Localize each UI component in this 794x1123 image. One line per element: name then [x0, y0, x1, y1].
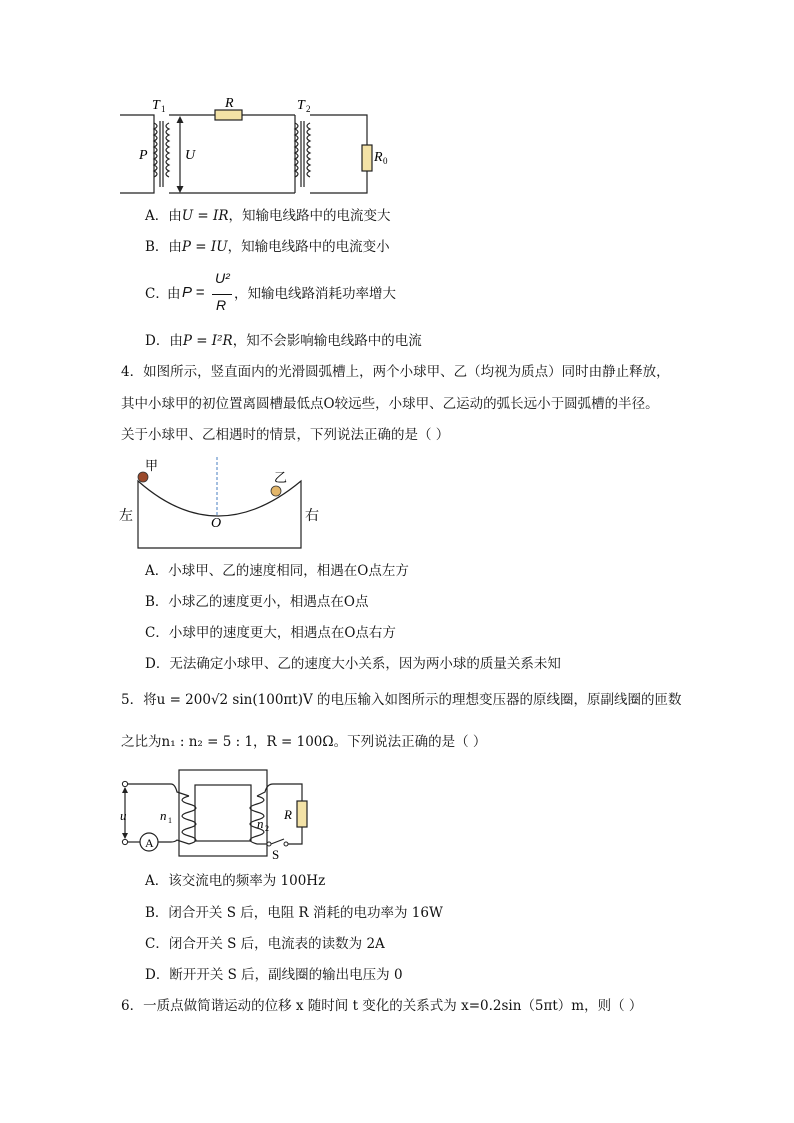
- label-right: 右: [305, 509, 319, 524]
- q5-option-c[interactable]: C．闭合开关 S 后，电流表的读数为 2A: [145, 936, 385, 952]
- label-t1: T: [152, 98, 160, 113]
- resistor-r: [297, 801, 307, 827]
- q3-option-b[interactable]: B．由P = IU，知输电线路中的电流变小: [145, 239, 390, 255]
- label-s: S: [272, 847, 280, 862]
- fraction-numerator: U²: [215, 270, 230, 286]
- label-o: O: [211, 516, 222, 531]
- q4-stem-line-1: 4．如图所示，竖直面内的光滑圆弧槽上，两个小球甲、乙（均视为质点）同时由静止释放，: [121, 364, 670, 380]
- circular-arc-groove-diagram: [115, 455, 330, 555]
- q4-stem-line-3: 关于小球甲、乙相遇时的情景，下列说法正确的是（ ）: [121, 427, 450, 443]
- load-resistor-r0: [362, 145, 372, 171]
- label-u: U: [185, 148, 196, 163]
- t1-secondary-coil: [166, 123, 169, 177]
- q4-stem-line-2: 其中小球甲的初位置离圆槽最低点O较远些，小球甲、乙运动的弧长远小于圆弧槽的半径。: [121, 396, 659, 412]
- label-jia: 甲: [145, 458, 159, 473]
- q3-option-d[interactable]: D．由P = I²R，知不会影响输电线路中的电流: [145, 333, 422, 349]
- svg-text:2: 2: [265, 824, 269, 833]
- switch-s-blade[interactable]: [271, 839, 284, 844]
- label-left: 左: [119, 509, 133, 524]
- q4-option-c[interactable]: C．小球甲的速度更大，相遇点在O点右方: [145, 625, 396, 641]
- power-transmission-circuit-diagram: [118, 95, 398, 200]
- svg-text:1: 1: [161, 104, 166, 114]
- ideal-transformer-circuit-diagram: [115, 768, 320, 863]
- ball-yi: [271, 486, 281, 496]
- fraction-denominator: R: [216, 297, 227, 313]
- q5-stem-line-2: 之比为n₁ : n₂ = 5 : 1，R = 100Ω。下列说法正确的是（ ）: [121, 734, 487, 750]
- label-n2: n: [257, 816, 264, 831]
- label-n1: n: [160, 808, 167, 823]
- q4-option-d[interactable]: D．无法确定小球甲、乙的速度大小关系，因为两小球的质量关系未知: [145, 656, 561, 672]
- q4-option-a[interactable]: A．小球甲、乙的速度相同，相遇在O点左方: [145, 563, 409, 579]
- q4-option-b[interactable]: B．小球乙的速度更小，相遇点在O点: [145, 594, 369, 610]
- label-p: P: [139, 148, 148, 163]
- label-yi: 乙: [274, 470, 288, 485]
- t2-secondary-coil: [307, 123, 310, 177]
- label-t2: T: [297, 98, 305, 113]
- svg-text:A: A: [145, 836, 154, 850]
- q5-stem-line-1: 5．将u = 200√2 sin(100πt)V 的电压输入如图所示的理想变压器的原线圈，原副线圈的匝数: [121, 692, 682, 708]
- svg-text:1: 1: [168, 816, 172, 825]
- label-r: R: [284, 807, 292, 822]
- q6-stem: 6．一质点做简谐运动的位移 x 随时间 t 变化的关系式为 x=0.2sin（5πt）m，则（ ）: [121, 998, 643, 1014]
- label-r0: R: [374, 150, 383, 165]
- q3-option-a[interactable]: A．由U = IR，知输电线路中的电流变大: [145, 208, 391, 224]
- q5-option-b[interactable]: B．闭合开关 S 后，电阻 R 消耗的电功率为 16W: [145, 905, 443, 921]
- ball-jia: [138, 472, 148, 482]
- svg-text:0: 0: [383, 156, 388, 166]
- q5-option-a[interactable]: A．该交流电的频率为 100Hz: [145, 873, 326, 889]
- q5-option-d[interactable]: D．断开开关 S 后，副线圈的输出电压为 0: [145, 967, 403, 983]
- label-r: R: [225, 96, 234, 111]
- svg-text:2: 2: [306, 104, 311, 114]
- primary-coil: [182, 796, 196, 844]
- label-u: u: [120, 808, 127, 823]
- line-resistor-r: [215, 110, 242, 120]
- fraction-bar: [212, 294, 232, 295]
